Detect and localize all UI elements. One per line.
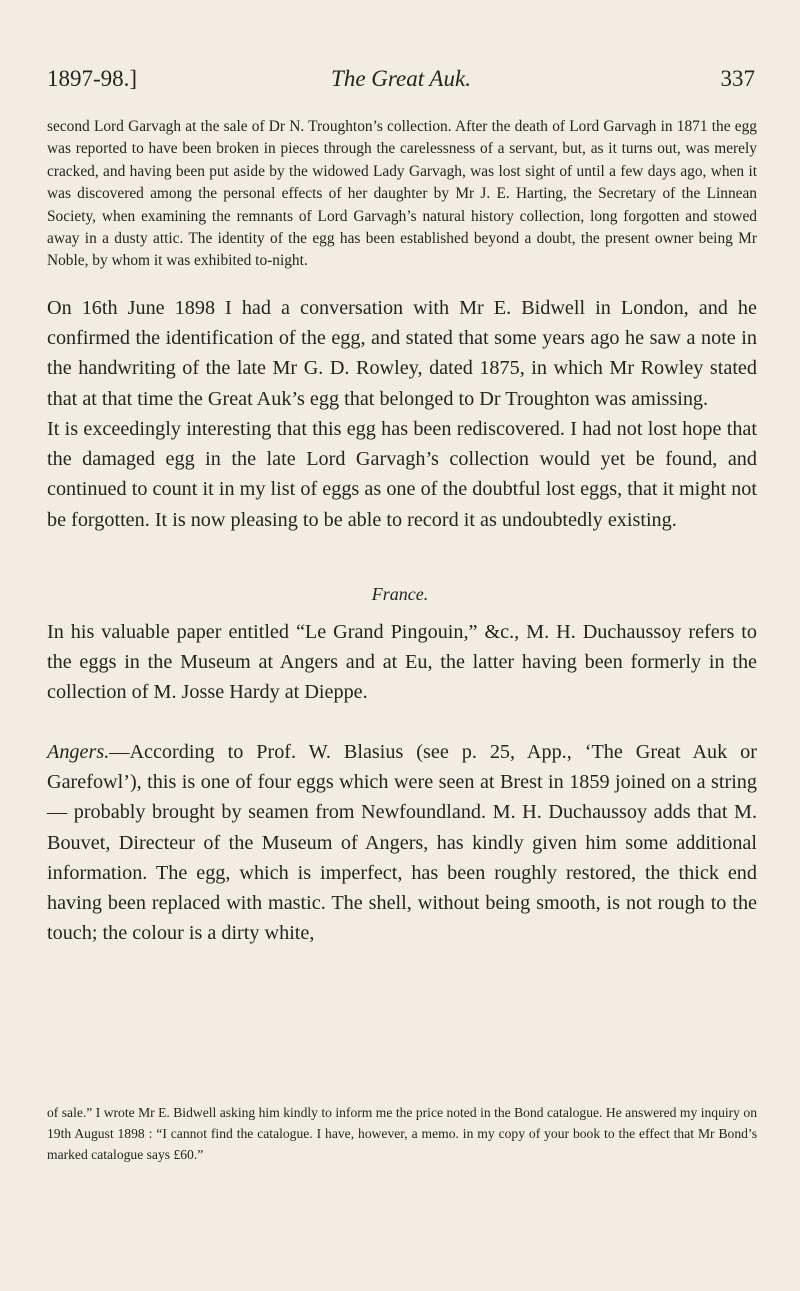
page-number: 337: [720, 66, 755, 91]
paragraph-duchaussoy: In his valuable paper entitled “Le Grand Pingouin,” &c., M. H. Duchaussoy refers to the eggs in the Museum at Angers and at Eu, the latter having been formerly in the collection of M. Josse Hardy at Dieppe.: [47, 621, 757, 704]
paragraph-rediscovered: It is exceedingly interesting that this egg has been rediscovered. I had not lost hope that the damaged egg in the late Lord Garvagh’s collection would yet be found, and continued to count it in my list of eggs as one of the doubtful lost eggs, that it might not be forgotten. It is now pleasing to be able to record it as undoubtedly existing.: [47, 418, 757, 531]
footnote: of sale.” I wrote Mr E. Bidwell asking him kindly to inform me the price noted in the Bond catalogue. He answered my inquiry on 19th August 1898 : “I cannot find the catalogue. I have, however, a memo. in my copy of your book to the effect that Mr Bond’s marked catalogue says £60.”: [47, 1105, 757, 1163]
angers-label: Angers.: [47, 741, 110, 763]
running-header: [47, 66, 755, 106]
paragraph-bidwell-conversation: On 16th June 1898 I had a conversation with Mr E. Bidwell in London, and he confirmed the identification of the egg, and stated that some years ago he saw a note in the handwriting of the late Mr G. D. Rowley, dated 1875, in which Mr Rowley stated that at that time the Great Auk’s egg that belonged to Dr Troughton was amissing.: [47, 297, 757, 410]
header-years: 1897-98.]: [47, 66, 138, 91]
header-title: The Great Auk.: [331, 66, 471, 91]
angers-text: —According to Prof. W. Blasius (see p. 25, App., ‘The Great Auk or Garefowl’), this is one of four eggs which were seen at Brest in 1859 joined on a string — probably brought by seamen from Newfoundland. M. H. Duchaussoy adds that M. Bouvet, Directeur of the Museum of Angers, has kindly given him some additional information. The egg, which is imperfect, has been roughly restored, the thick end having been replaced with mastic. The shell, without being smooth, is not rough to the touch; the colour is a dirty white,: [47, 741, 757, 945]
section-heading-france: France.: [371, 584, 429, 604]
paragraph-garvagh-egg: second Lord Garvagh at the sale of Dr N. Troughton’s collection. After the death of Lord Garvagh in 1871 the egg was reported to have been broken in pieces through the carelessness of a servant, but, as it turns out, was merely cracked, and having been put aside by the widowed Lady Garvagh, was lost sight of until a few days ago, when it was discovered among the personal effects of her daughter by Mr J. E. Harting, the Secretary of the Linnean Society, when examining the remnants of Lord Garvagh’s natural history collection, long forgotten and stowed away in a dusty attic. The identity of the egg has been established beyond a doubt, the present owner being Mr Noble, by whom it was exhibited to-night.: [47, 118, 757, 270]
paragraph-angers: [47, 737, 757, 948]
